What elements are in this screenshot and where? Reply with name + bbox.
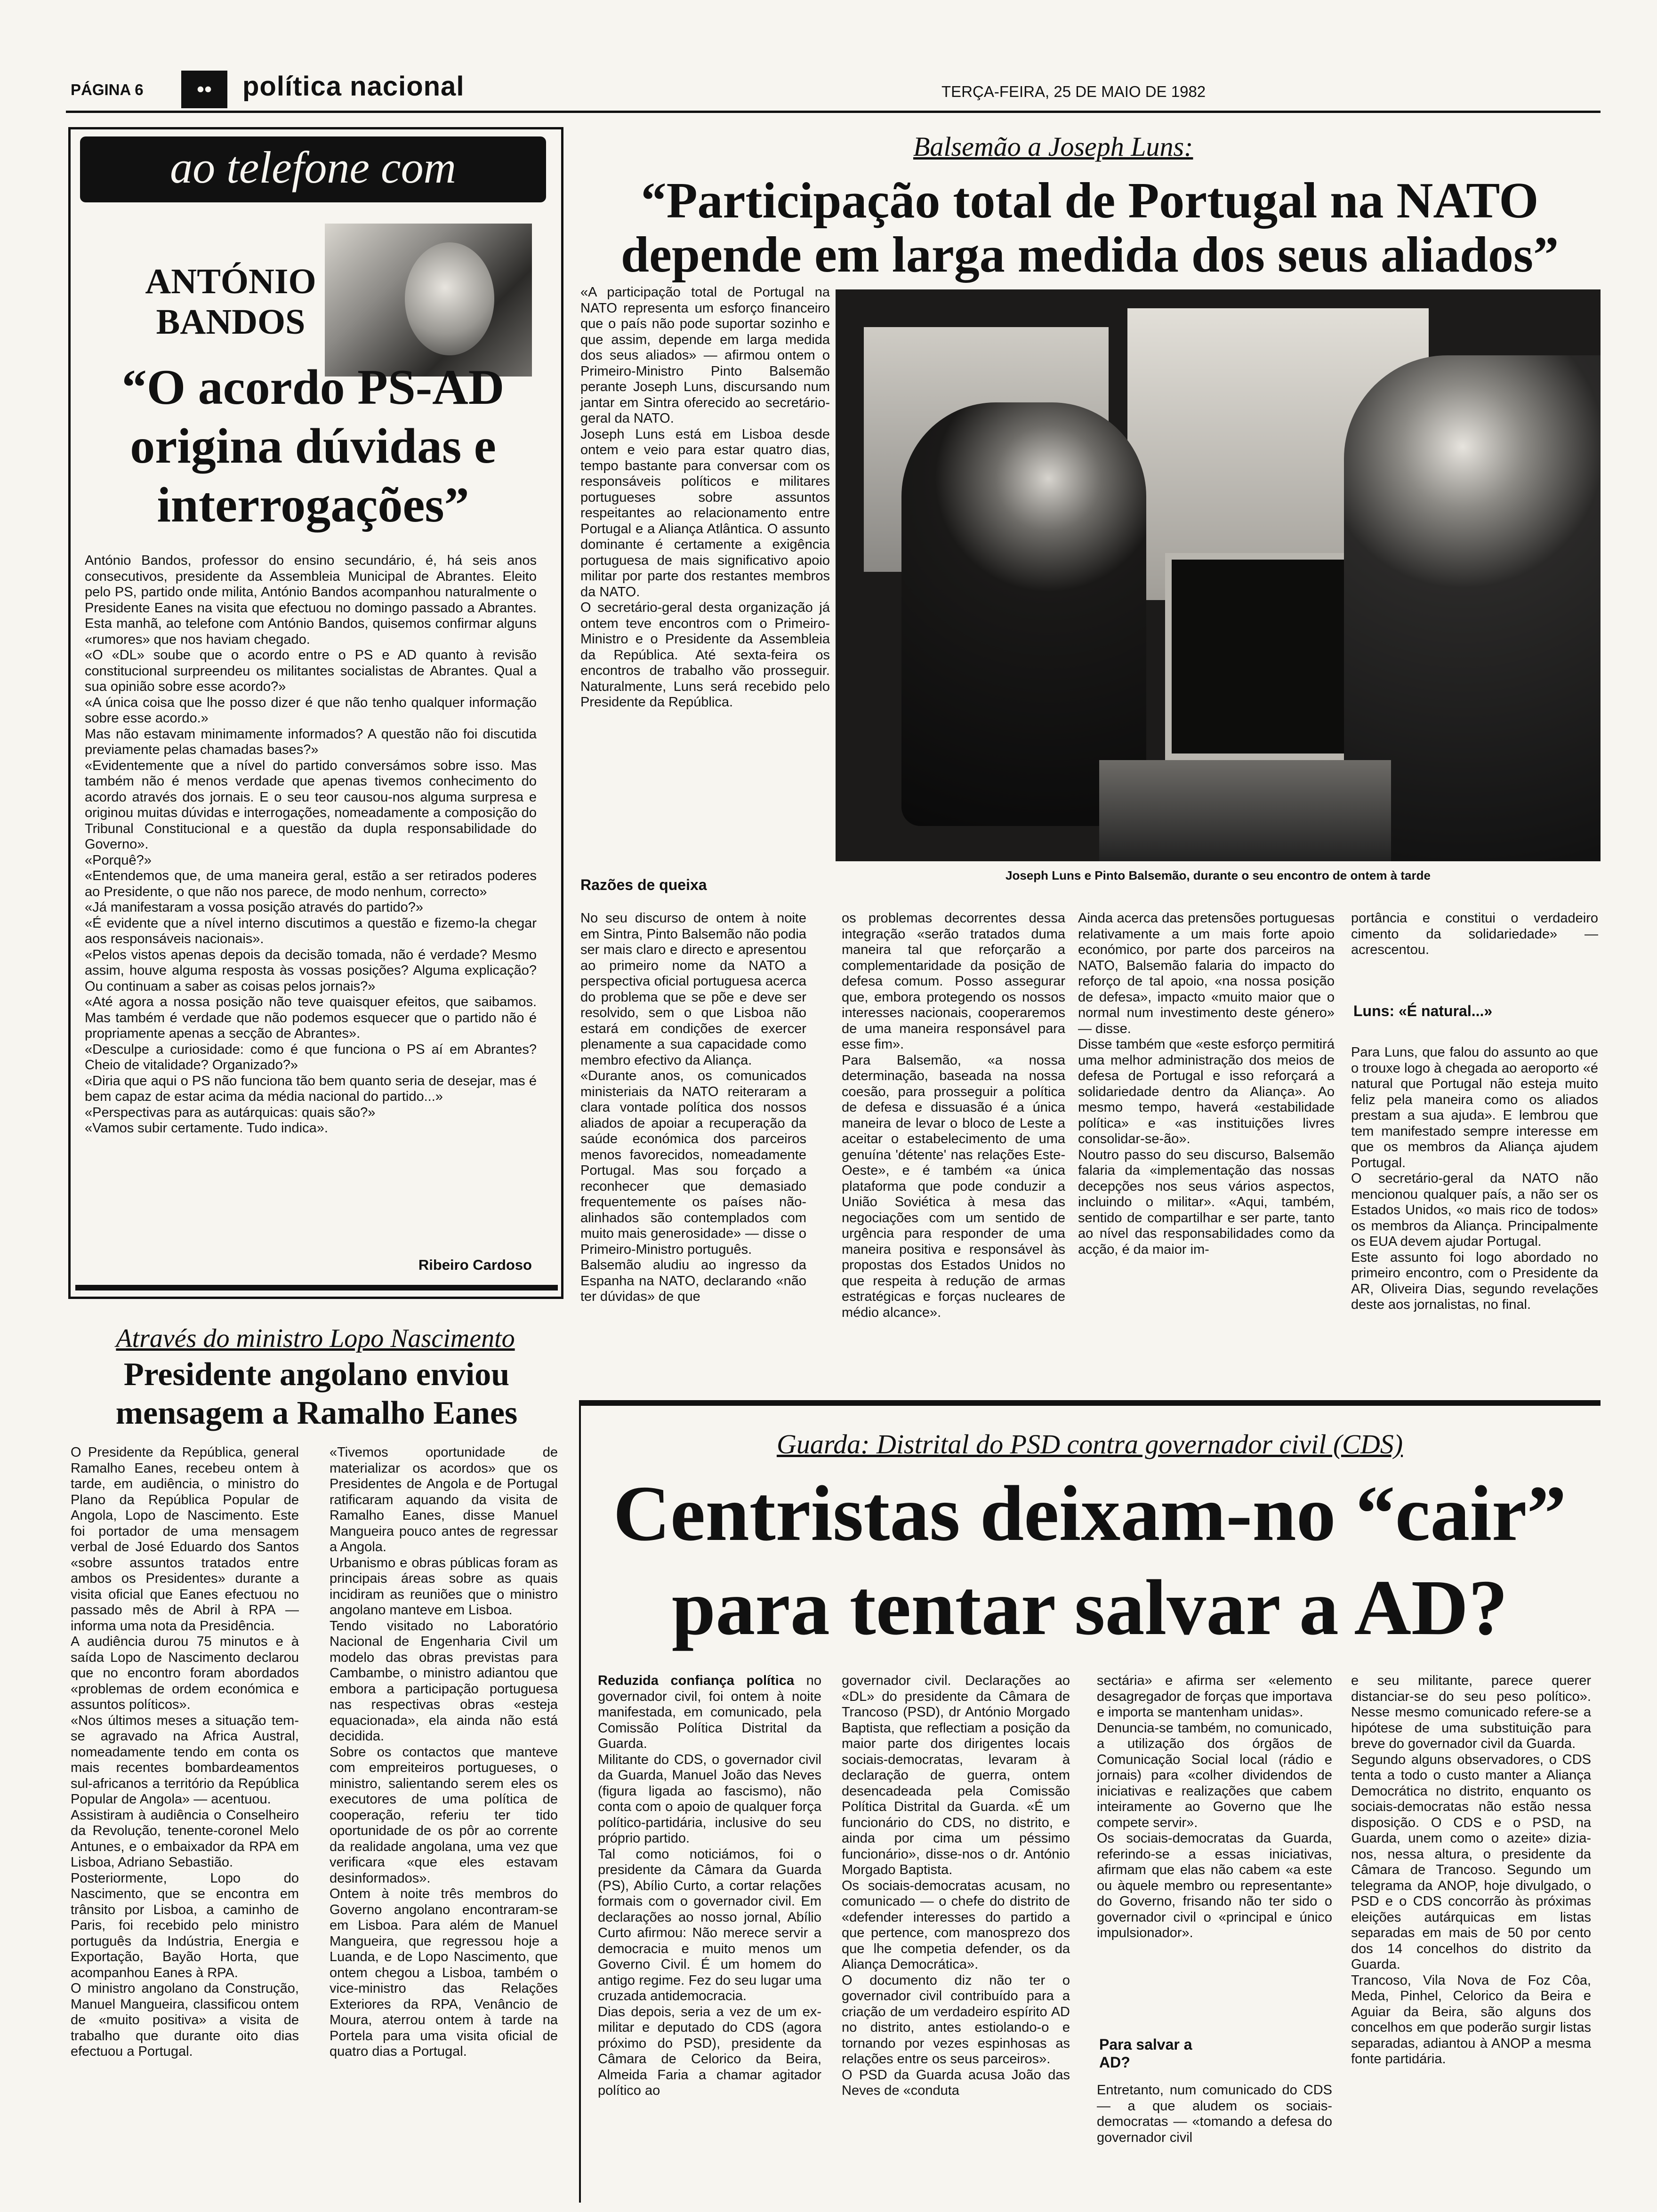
nato-column-1: No seu discurso de ontem à noite em Sintra, Pinto Balsemão não podia ser mais claro e directo e apresentou ao primeiro nome da NATO a perspectiva oficial portuguesa acerca do problema que se põe e deve ser resolvido, sem o que Lisboa não estará em condições de exercer plenamente a sua capacidade como membro efectivo da Aliança. «Durante anos, os comunicados ministeriais da NATO reiteraram a clara vontade política dos nossos aliados de apoiar a recuperação da saúde económica dos parceiros menos favorecidos, nomeadamente Portugal. Mas sou forçado a reconhecer que demasiado frequentemente os países não-alinhados são contemplados com muito mais generosidade» — disse o Primeiro-Ministro português. Balsemão aludiu ao ingresso da Espanha na NATO, declarando «não ter dúvidas» de que [580,911,806,1304]
guarda-column-4: e seu militante, parece querer distanciar-se do seu peso político». Nesse mesmo comunicado refere-se a hipótese de uma substituição para breve do governador civil da Guarda. Segundo alguns observadores, o CDS tenta a todo o custo manter a Aliança Democrática no distrito, enquanto os sociais-democratas não estão nessa disposição. O CDS e o PSD, na Guarda, unem como o azeite» dizia-nos, nessa altura, o presidente da Câmara de Trancoso. Segundo um telegrama da ANOP, hoje divulgado, o PSD e o CDS concorrão às próximas eleições autárquicas em listas separadas em mais de 50 por cento dos 14 concelhos do distrito da Guarda. Trancoso, Vila Nova de Foz Côa, Meda, Pinhel, Celorico da Beira e Aguiar da Beira, são alguns dos concelhos em que poderão surgir listas separadas, adiantou à ANOP a mesma fonte partidária. [1351,1673,1591,2067]
telefone-bottom-rule [75,1285,558,1290]
section-logo-icon: •• [181,71,227,108]
guarda-column-1-text: no governador civil, foi ontem à noite manifestada, em comunicado, pela Comissão Política Distrital da Guarda. Militante do CDS, o governador civil da Guarda, Manuel João das Neves (figura ligada ao fascismo), não conta com o apoio de qualquer força político-partidária, inclusive do seu próprio partido. Tal como noticiámos, foi o presidente da Câmara da Guarda (PS), Abílio Curto, a cortar relações formais com o governador civil. Em declarações ao nosso jornal, Abílio Curto afirmou: Não merece servir a democracia e muito menos um Governo Civil. É um homem do antigo regime. Fez do seu lugar uma cruzada antidemocracia. Dias depois, seria a vez de um ex-militar e deputado do CDS (agora próximo do PSD), presidente da Câmara de Celorico da Beira, Almeida Faria a chamar agitador político ao [598,1673,821,2098]
nato-photo-caption: Joseph Luns e Pinto Balsemão, durante o seu encontro de ontem à tarde [1005,868,1431,882]
guarda-column-2: governador civil. Declarações ao «DL» do presidente da Câmara de Trancoso (PSD), dr António Morgado Baptista, que reflectiam a posição da maior parte dos dirigentes locais sociais-democratas, levaram à declaração de guerra, ontem desencadeada pela Comissão Política Distrital da Guarda. «É um funcionário do CDS, no distrito, e ainda por cima um péssimo funcionário», disse-nos o dr. António Morgado Baptista. Os sociais-democratas acusam, no comunicado — o chefe do distrito de «defender interesses do partido a que pertence, com manosprezo dos que lhe competia defender, os da Aliança Democrática». O documento diz não ter o governador civil contribuído para a criação de um verdadeiro espírito AD no distrito, antes estiolando-o e tornando por vezes espinhosas as relações entre os seus parceiros». O PSD da Guarda acusa João das Neves de «conduta [842,1673,1070,2098]
angola-kicker: Através do ministro Lopo Nascimento [116,1324,515,1353]
nato-column-3: Ainda acerca das pretensões portuguesas relativamente a um mais forte apoio económico, por parte dos parceiros na NATO, Balsemão falaria do impacto do reforço de tal apoio, «na nossa posição de defesa», impacto «muito maior que o normal num investimento deste género» — disse. Disse também que «este esforço permitirá uma melhor administração dos meios de defesa de Portugal e isso reforçará a solidariedade dentro da Aliança». Ao mesmo tempo, haverá «estabilidade política» e «as instituições livres consolidar-se-ão». Noutro passo do seu discurso, Balsemão falaria da «implementação das nossas decepções nos seus vários aspectos, incluindo o militar». «Aqui, também, sentido de compartilhar e ser parte, tanto ao nível das responsabilidades como da acção, é da maior im- [1078,911,1335,1257]
guarda-headline-line1: Centristas deixam-no “cair” [613,1470,1567,1557]
telefone-headline: “O acordo PS-AD origina dúvidas e interrogações” [121,360,505,532]
telefone-banner-label: ao telefone com [170,142,456,192]
angola-headline: Presidente angolano enviou mensagem a Ramalho Eanes [115,1356,518,1431]
nato-column-4: Para Luns, que falou do assunto ao que o trouxe logo à chegada ao aeroporto «é natural que Portugal não esteja muito feliz pela maneira como os aliados prestam a sua ajuda». E lembrou que tem manifestado sempre interesse em que os membros da Aliança ajudem Portugal. O secretário-geral da NATO não mencionou qualquer país, a não ser os Estados Unidos, «o mais rico de todos» os membros da Aliança. Principalmente os EUA devem ajudar Portugal. Este assunto foi logo abordado no primeiro encontro, com o Presidente da AR, Oliveira Dias, segundo revelações deste aos jornalistas, no final. [1351,1045,1598,1312]
angola-column-2: «Tivemos oportunidade de materializar os acordos» que os Presidentes de Angola e de Portugal ratificaram aquando da visita de Ramalho Eanes, disse Manuel Mangueira pouco antes de regressar a Angola. Urbanismo e obras públicas foram as principais áreas sobre as quais incidiram as reuniões que o ministro angolano manteve em Lisboa. Tendo visitado no Laboratório Nacional de Engenharia Civil um modelo das obras previstas para Cambambe, o ministro adiantou que embora a participação portuguesa nas respectivas obras «esteja equacionada», ela ainda não está decidida. Sobre os contactos que manteve com empreiteiros portugueses, o ministro, salientando serem eles os executores de uma política de cooperação, referiu ter tido oportunidade de os pôr ao corrente da realidade angolana, uma vez que verificara «que eles estavam desinformados». Ontem à noite três membros do Governo angolano encontraram-se em Lisboa. Para além de Manuel Mangueira, que regressou hoje a Luanda, e de Lopo Nascimento, que ontem chegou a Lisboa, também o vice-ministro das Relações Exteriores da RPA, Venâncio de Moura, aterrou ontem à tarde na Portela para uma visita oficial de quatro dias a Portugal. [330,1445,558,2059]
telefone-body: António Bandos, professor do ensino secundário, é, há seis anos consecutivos, presidente da Assembleia Municipal de Abrantes. Eleito pelo PS, partido onde milita, António Bandos acompanhou naturalmente o Presidente Eanes na visita que efectuou no domingo passado a Abrantes. Esta manhã, ao telefone com António Bandos, quisemos confirmar alguns «rumores» que nos haviam chegado. «O «DL» soube que o acordo entre o PS e AD quanto à revisão constitucional surpreendeu os militantes socialistas de Abrantes. Qual a sua opinião sobre esse acordo?» «A única coisa que lhe posso dizer é que não tenho qualquer informação sobre esse acordo.» Mas não estavam minimamente informados? A questão não foi discutida previamente pelas chamadas bases?» «Evidentemente que a nível do partido conversámos sobre isso. Mas também não é menos verdade que apenas tivemos conhecimento do acordo através dos jornais. E o seu teor causou-nos alguma surpresa e originou muitas dúvidas e interrogações, nomeadamente a composição do Tribunal Constitucional e a questão da dupla responsabilidade do Governo». «Porquê?» «Entendemos que, de uma maneira geral, estão a ser retirados poderes ao Presidente, o que não nos parece, de modo nenhum, correcto» «Já manifestaram a vossa posição através do partido?» «É evidente que a nível interno discutimos a questão e fizemo-la chegar aos responsáveis nacionais». «Pelos vistos apenas depois da decisão tomada, não é verdade? Mesmo assim, houve alguma resposta às vossas posições? Alguma explicação? Ou continuam a saber as coisas pelos jornais?» «Até agora a nossa posição não teve quaisquer efeitos, que saibamos. Mas também é verdade que não podemos esquecer que o partido não é propriamente apenas a secção de Abrantes». «Desculpe a curiosidade: como é que funciona o PS aí em Abrantes? Cheio de vitalidade? Organizado?» «Diria que aqui o PS não funciona tão bem quanto seria de desejar, mas é bem capaz de estar acima da média nacional do partido...» «Perspectivas para as autárquicas: quais são?» «Vamos subir certamente. Tudo indica». [85,553,537,1136]
telefone-byline: Ribeiro Cardoso [418,1257,532,1273]
guarda-column-1 [598,1673,821,2099]
interviewee-name: ANTÓNIO BANDOS [145,262,316,342]
guarda-kicker: Guarda: Distrital do PSD contra governador civil (CDS) [776,1429,1403,1459]
portrait-face [405,242,494,355]
guarda-column-3b: Entretanto, num comunicado do CDS — a que aludem os sociais-democratas — «tomando a defesa do governador civil [1097,2083,1332,2145]
header-rule [66,111,1601,113]
nato-column-2: os problemas decorrentes dessa integração «serão tratados duma maneira tal que reforçarão a complementaridade da posição de defesa comum. Posso assegurar que, embora protegendo os nossos interesses nacionais, cooperaremos de uma maneira responsável para esse fim». Para Balsemão, «a nossa determinação, baseada na nossa coesão, para prosseguir a política de defesa e dissuasão é a única maneira de levar o bloco de Leste a aceitar o estabelecimento de uma genuína 'détente' nas relações Este-Oeste», e é também «a única plataforma que pode conduzir a União Soviética à mesa das negociações com um sentido de urgência para responder de uma maneira positiva e responsável às propostas dos Estados Unidos no que respeita à redução de armas estratégicas e forças nucleares de médio alcance». [842,911,1065,1320]
section-title: política nacional [242,71,465,102]
nato-meeting-photo [836,289,1601,861]
guarda-subhead-salvar: Para salvar a AD? [1099,2036,1192,2071]
page-number: PÁGINA 6 [71,81,144,98]
nato-kicker: Balsemão a Joseph Luns: [913,131,1193,162]
guarda-lead-in: Reduzida confiança política [598,1673,795,1688]
nato-column-4-top: portância e constitui o verdadeiro cimento da solidariedade» — acrescentou. [1351,911,1598,957]
nato-headline-line1: “Participação total de Portugal na NATO [641,173,1539,229]
nato-headline-line2: depende em larga medida dos seus aliados” [620,227,1559,283]
guarda-headline-line2: para tentar salvar a AD? [671,1564,1508,1651]
nato-intro: «A participação total de Portugal na NATO representa um esforço financeiro que o país não pode suportar sozinho e que assim, depende em larga medida dos seus aliados» — afirmou ontem o Primeiro-Ministro Pinto Balsemão perante Joseph Luns, discursando num jantar em Sintra oferecido ao secretário-geral da NATO. Joseph Luns está em Lisboa desde ontem e veio para estar quatro dias, tempo bastante para conversar com os responsáveis políticos e militares portugueses sobre assuntos respeitantes ao relacionamento entre Portugal e a Aliança Atlântica. O assunto dominante é certamente a exigência portuguesa de mais significativo apoio militar por parte dos restantes membros da NATO. O secretário-geral desta organização já ontem teve encontros com o Primeiro-Ministro e o Presidente da Assembleia da República. Até sexta-feira os encontros de trabalho vão prosseguir. Naturalmente, Luns será recebido pelo Presidente da República. [580,285,830,710]
angola-column-1: O Presidente da República, general Ramalho Eanes, recebeu ontem à tarde, em audiência, o ministro do Plano da República Popular de Angola, Lopo de Nascimento. Este foi portador de uma mensagem verbal de José Eduardo dos Santos «sobre assuntos tratados entre ambos os Presidentes» durante a visita oficial que Eanes efectuou no passado mês de Abril à RPA — informa uma nota da Presidência. A audiência durou 75 minutos e à saída Lopo de Nascimento declarou que no encontro foram abordados «problemas de ordem económica e assuntos políticos». «Nos últimos meses a situação tem-se agravado na Africa Austral, nomeadamente tendo em conta os mais recentes bombardeamentos sul-africanos a território da República Popular de Angola» — acentuou. Assistiram à audiência o Conselheiro da Revolução, tenente-coronel Melo Antunes, e o embaixador da RPA em Lisboa, Adriano Sebastião. Posteriormente, Lopo do Nascimento, que se encontra em trânsito por Lisboa, a caminho de Paris, foi recebido pelo ministro português da Indústria, Energia e Exportação, Bayão Horta, que acompanhou Eanes à RPA. O ministro angolano da Construção, Manuel Mangueira, classificou ontem de «muito positiva» a visita de trabalho que durante oito dias efectuou a Portugal. [71,1445,299,2059]
nato-subhead-luns: Luns: «É natural...» [1353,1002,1493,1019]
nato-subhead-razoes: Razões de queixa [580,876,707,893]
photo-table [1099,760,1391,861]
guarda-column-3: sectária» e afirma ser «elemento desagregador de forças que importava e importa se mantenham unidas». Denuncia-se também, no comunicado, a utilização dos órgãos de Comunicação Social local (rádio e jornais) para «colher dividendos de iniciativas e realizações que cabem inteiramente ao Governo que lhe compete servir». Os sociais-democratas da Guarda, referindo-se a essas iniciativas, afirmam que elas não cabem «a este ou àquele membro ou representante» do Governo, frisando não ter sido o governador civil o «principal e único impulsionador». [1097,1673,1332,1940]
issue-date: TERÇA-FEIRA, 25 DE MAIO DE 1982 [941,83,1206,100]
